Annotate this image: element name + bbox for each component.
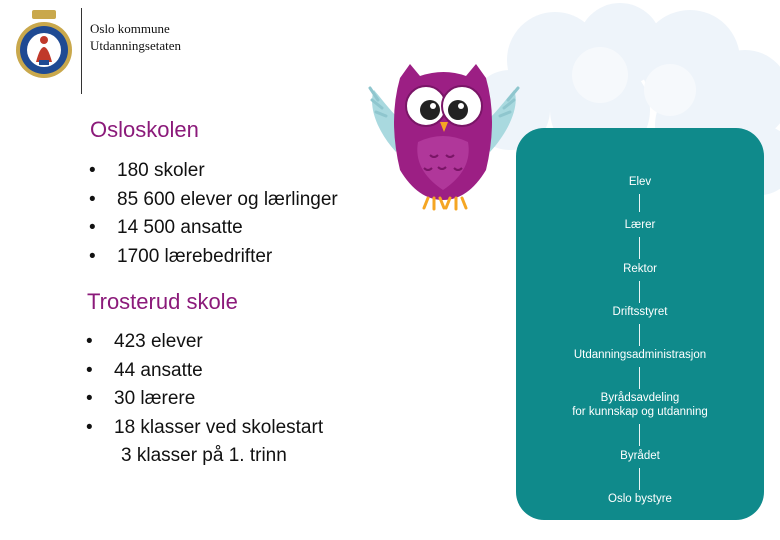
bullet: • xyxy=(86,331,93,352)
list-item xyxy=(89,243,338,272)
org-connector xyxy=(639,424,640,446)
list-item xyxy=(86,414,324,443)
list-item-text: 14 500 ansatte xyxy=(117,217,243,238)
org-level-utdanningsadministrasjon: Utdanningsadministrasjon xyxy=(573,349,707,361)
org-level-byradsavdeling xyxy=(516,391,764,419)
osloskolen-list xyxy=(89,157,338,271)
org-connector xyxy=(639,324,640,346)
list-item-text: 30 lærere xyxy=(114,388,196,409)
section-title-osloskolen: Osloskolen xyxy=(90,117,199,142)
oslo-crest-logo xyxy=(14,10,74,82)
org-level-byradet: Byrådet xyxy=(620,450,660,462)
org-connector xyxy=(639,281,640,303)
list-item xyxy=(86,328,323,357)
org-line-1: Oslo kommune xyxy=(90,21,170,36)
list-item xyxy=(89,186,338,215)
list-item-text: 1700 lærebedrifter xyxy=(117,245,273,267)
org-level-oslo-bystyre: Oslo bystyre xyxy=(608,493,672,505)
bullet: • xyxy=(89,160,96,181)
org-level-byradsavdeling-line-1: Byrådsavdeling xyxy=(600,392,680,404)
bullet: • xyxy=(86,416,93,438)
trosterud-list xyxy=(86,328,324,442)
list-item xyxy=(89,157,338,186)
org-level-laerer: Lærer xyxy=(624,219,656,231)
bullet: • xyxy=(89,217,96,238)
org-level-driftsstyret: Driftsstyret xyxy=(612,306,668,318)
list-item xyxy=(86,357,323,386)
list-item-text: 18 klasser ved skolestart xyxy=(114,416,324,438)
org-connector xyxy=(639,194,640,212)
section-title-trosterud: Trosterud skole xyxy=(87,289,238,314)
bullet: • xyxy=(86,388,93,409)
organization-name xyxy=(90,20,181,54)
list-item-text: 180 skoler xyxy=(117,160,205,181)
org-line-2: Utdanningsetaten xyxy=(90,38,181,53)
bullet: • xyxy=(89,188,96,210)
org-connector xyxy=(639,468,640,490)
list-item-text: 423 elever xyxy=(114,331,203,352)
bullet: • xyxy=(86,359,93,381)
header-divider xyxy=(81,8,82,94)
list-item-text: 85 600 elever og lærlinger xyxy=(117,188,338,210)
list-item-text: 44 ansatte xyxy=(114,359,203,381)
org-level-rektor: Rektor xyxy=(623,263,657,275)
org-level-byradsavdeling-line-2: for kunnskap og utdanning xyxy=(572,406,708,418)
org-connector xyxy=(639,367,640,389)
org-connector xyxy=(639,237,640,259)
bullet: • xyxy=(89,245,96,267)
sub-line-first-grade: 3 klasser på 1. trinn xyxy=(121,445,287,466)
list-item xyxy=(86,385,323,414)
org-level-elev: Elev xyxy=(628,176,652,188)
list-item xyxy=(89,214,338,243)
owl-illustration xyxy=(358,60,528,220)
org-chart-panel xyxy=(516,128,764,520)
